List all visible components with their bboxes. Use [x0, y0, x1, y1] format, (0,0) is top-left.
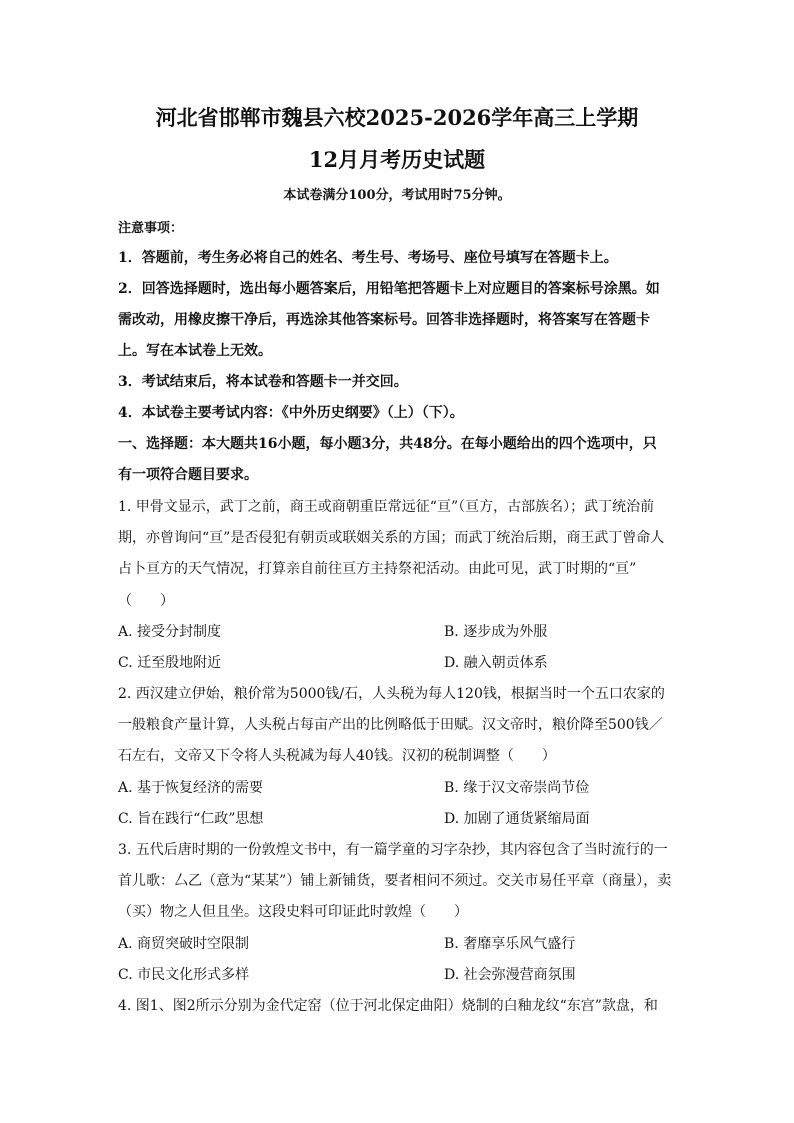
exam-subtitle: 本试卷满分100分，考试用时75分钟。 [283, 188, 511, 203]
notice-item-2-line2: 需改动，用橡皮擦干净后，再选涂其他答案标号。回答非选择题时，将答案写在答题卡 [118, 312, 650, 328]
question-3-option-c: C. 市民文化形式多样 [118, 967, 250, 983]
notice-item-4: 4．本试卷主要考试内容：《中外历史纲要》（上）（下）。 [118, 405, 464, 421]
question-3-line3: （买）物之人但且坐。这段史料可印证此时敦煌（ ） [118, 904, 468, 920]
question-2-line1: 2. 西汉建立伊始，粮价常为5000钱/石，人头税为每人120钱，根据当时一个五口农家的 [118, 686, 665, 702]
section-one-heading-line1: 一、选择题：本大题共16小题，每小题3分，共48分。在每小题给出的四个选项中，只 [118, 436, 657, 452]
question-2-line2: 一般粮食产量计算，人头税占每亩产出的比例略低于田赋。汉文帝时，粮价降至500钱／ [118, 717, 663, 733]
question-1-line3: 占卜亘方的天气情况，打算亲自前往亘方主持祭祀活动。由此可见，武丁时期的“亘” [118, 561, 637, 577]
question-4-line1: 4. 图1、图2所示分别为金代定窑（位于河北保定曲阳）烧制的白釉龙纹“东宫”款盘，和 [118, 998, 658, 1014]
notice-item-2-line1: 2．回答选择题时，选出每小题答案后，用铅笔把答题卡上对应题目的答案标号涂黑。如 [118, 281, 660, 297]
section-one-heading-line2: 有一项符合题目要求。 [118, 467, 258, 483]
notice-heading: 注意事项： [118, 221, 184, 236]
question-1-option-d: D. 融入朝贡体系 [444, 655, 548, 671]
question-2-option-b: B. 缘于汉文帝崇尚节俭 [444, 780, 590, 796]
question-3-option-a: A. 商贸突破时空限制 [118, 936, 250, 952]
question-3-line2: 首儿歌：厶乙（意为“某某”）铺上新铺货，要者相问不须过。交关市易任平章（商量），卖 [118, 873, 672, 889]
question-1-option-c: C. 迁至殷地附近 [118, 655, 222, 671]
question-2-option-d: D. 加剧了通货紧缩局面 [444, 811, 590, 827]
notice-item-2-line3: 上。写在本试卷上无效。 [118, 343, 272, 359]
exam-title-line1: 河北省邯郸市魏县六校2025-2026学年高三上学期 [155, 105, 639, 130]
question-1-line1: 1. 甲骨文显示，武丁之前，商王或商朝重臣常远征“亘”（亘方，古部族名）；武丁统治前 [118, 499, 655, 515]
question-2-line3: 石左右，文帝又下令将人头税减为每人40钱。汉初的税制调整（ ） [118, 748, 556, 764]
exam-title-line2: 12月月考历史试题 [308, 147, 486, 172]
question-3-option-d: D. 社会弥漫营商氛围 [444, 967, 576, 983]
question-2-option-c: C. 旨在践行“仁政”思想 [118, 811, 264, 827]
question-1-line2: 期，亦曾询问“亘”是否侵犯有朝贡或联姻关系的方国；而武丁统治后期，商王武丁曾命人 [118, 530, 665, 546]
question-1-line4: （ ） [118, 593, 174, 609]
notice-item-1: 1．答题前，考生务必将自己的姓名、考生号、考场号、座位号填写在答题卡上。 [118, 250, 618, 266]
question-3-option-b: B. 奢靡享乐风气盛行 [444, 936, 576, 952]
notice-item-3: 3．考试结束后，将本试卷和答题卡一并交回。 [118, 374, 408, 390]
question-1-option-a: A. 接受分封制度 [118, 624, 222, 640]
question-1-option-b: B. 逐步成为外服 [444, 624, 548, 640]
question-2-option-a: A. 基于恢复经济的需要 [118, 780, 264, 796]
question-3-line1: 3. 五代后唐时期的一份敦煌文书中，有一篇学童的习字杂抄，其内容包含了当时流行的一 [118, 842, 668, 858]
